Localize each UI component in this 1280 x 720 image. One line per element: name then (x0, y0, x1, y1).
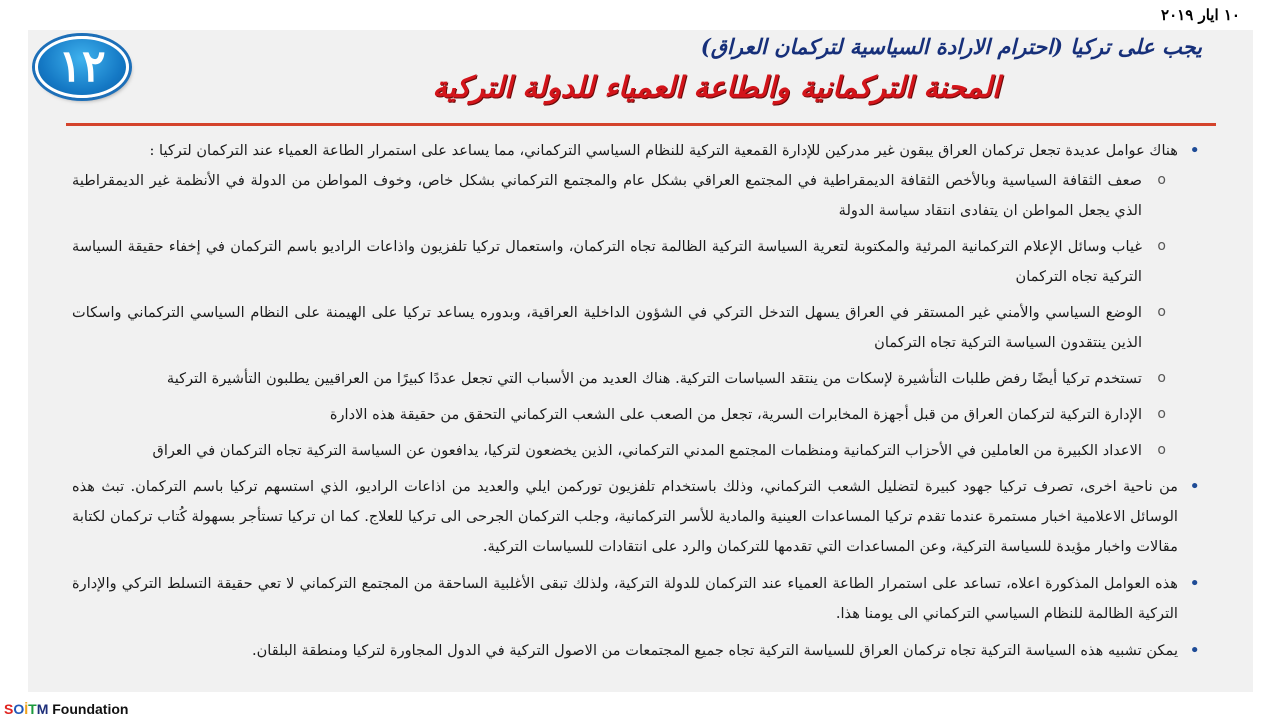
logo-letter: O (13, 701, 25, 717)
sub-bullet: o صعف الثقافة السياسية وبالأخص الثقافة الديمقراطية في المجتمع العراقي بشكل عام والمجتمع التركماني بشكل خاص، وخوف المواطن من الدولة في الأنظمة غير الديمقراطية الذي يجعل المواطن ان يتفادى انتقاد سياسة الدولة (72, 166, 1204, 226)
sub-bullet: o الوضع السياسي والأمني غير المستقر في العراق يسهل التدخل التركي في الشؤون الداخلية العراقية، وبدوره يساعد تركيا على الهيمنة على النظام السياسي التركماني واسكات الذين ينتقدون السياسة التركية تجاه التركمان (72, 298, 1204, 358)
foundation-logo (4, 701, 128, 717)
sub-list-container (72, 166, 1204, 466)
slide-title: المحنة التركمانية والطاعة العمياء للدولة التركية (432, 70, 1000, 104)
title-divider (66, 123, 1216, 126)
paragraph-bullet: • يمكن تشبيه هذه السياسة التركية تجاه تركمان العراق للسياسة التركية تجاه جميع المجتمعات من الاصول التركية في الدول المجاورة لتركيا ومنطقة البلقان. (72, 636, 1204, 666)
sub-bullet: o الاعداد الكبيرة من العاملين في الأحزاب التركمانية ومنظمات المجتمع المدني التركماني، الذين يخضعون لتركيا، يدافعون عن السياسة التركية تجاه التركمان في العراق (72, 436, 1204, 466)
sub-bullet: o الإدارة التركية لتركمان العراق من قبل أجهزة المخابرات السرية، تجعل من الصعب على الشعب التركماني التحقق من حقيقة هذه الادارة (72, 400, 1204, 430)
slide-number: ١٢ (58, 41, 106, 92)
sub-bullet: o تستخدم تركيا أيضًا رفض طلبات التأشيرة لإسكات من ينتقد السياسات التركية. هناك العديد من الأسباب التي تجعل عددًا كبيرًا من العراقيين يطلبون التأشيرة التركية (72, 364, 1204, 394)
logo-letter: S (4, 701, 14, 717)
slide-number-badge (35, 36, 129, 98)
intro-bullet: • هناك عوامل عديدة تجعل تركمان العراق يبقون غير مدركين للإدارة القمعية التركية للنظام السياسي التركماني، مما يساعد على استمرار الطاعة العمياء عند التركمان لتركيا : (72, 136, 1204, 166)
sub-bullet: o غياب وسائل الإعلام التركمانية المرئية والمكتوبة لتعرية السياسة التركية الظالمة تجاه التركمان، واستعمال تركيا تلفزيون واذاعات الراديو باسم التركمان في إخفاء حقيقة السياسة التركية تجاه التركمان (72, 232, 1204, 292)
bullet-list (72, 136, 1204, 666)
slide-body (72, 136, 1204, 666)
logo-letter: M (36, 701, 49, 717)
logo-letter: İ (24, 701, 29, 717)
foundation-label: Foundation (52, 701, 129, 717)
sub-list (72, 166, 1204, 466)
paragraph-bullet: • هذه العوامل المذكورة اعلاه، تساعد على استمرار الطاعة العمياء عند التركمان للدولة التركية، ولذلك تبقى الأغلبية الساحقة من المجتمع التركماني لا تعي حقيقة التسلط التركي والإدارة التركية الظالمة للنظام السياسي التركماني الى يومنا هذا. (72, 569, 1204, 629)
slide-date: ١٠ ايار ٢٠١٩ (1161, 6, 1240, 24)
slide-subtitle: يجب على تركيا (احترام الارادة السياسية لتركمان العراق) (700, 34, 1202, 59)
paragraph-bullet: • من ناحية اخرى، تصرف تركيا جهود كبيرة لتضليل الشعب التركماني، وذلك باستخدام تلفزيون توركمن ايلي والعديد من اذاعات الراديو، الذي استسهم تركيا باسم التركمان. تبث هذه الوسائل الاعلامية اخبار مستمرة عندما تقدم تركيا المساعدات العينية والمادية للأسر التركمانية، وجلب التركمان الجرحى الى تركيا للعلاج. كما ان تركيا تستأجر بسهولة كُتاب تركمان لكتابة مقالات واخبار مؤيدة للسياسة التركية، وعن المساعدات التي تقدمها للتركمان والرد على انتقادات للسياسات التركية. (72, 472, 1204, 562)
logo-letter: T (28, 701, 37, 717)
